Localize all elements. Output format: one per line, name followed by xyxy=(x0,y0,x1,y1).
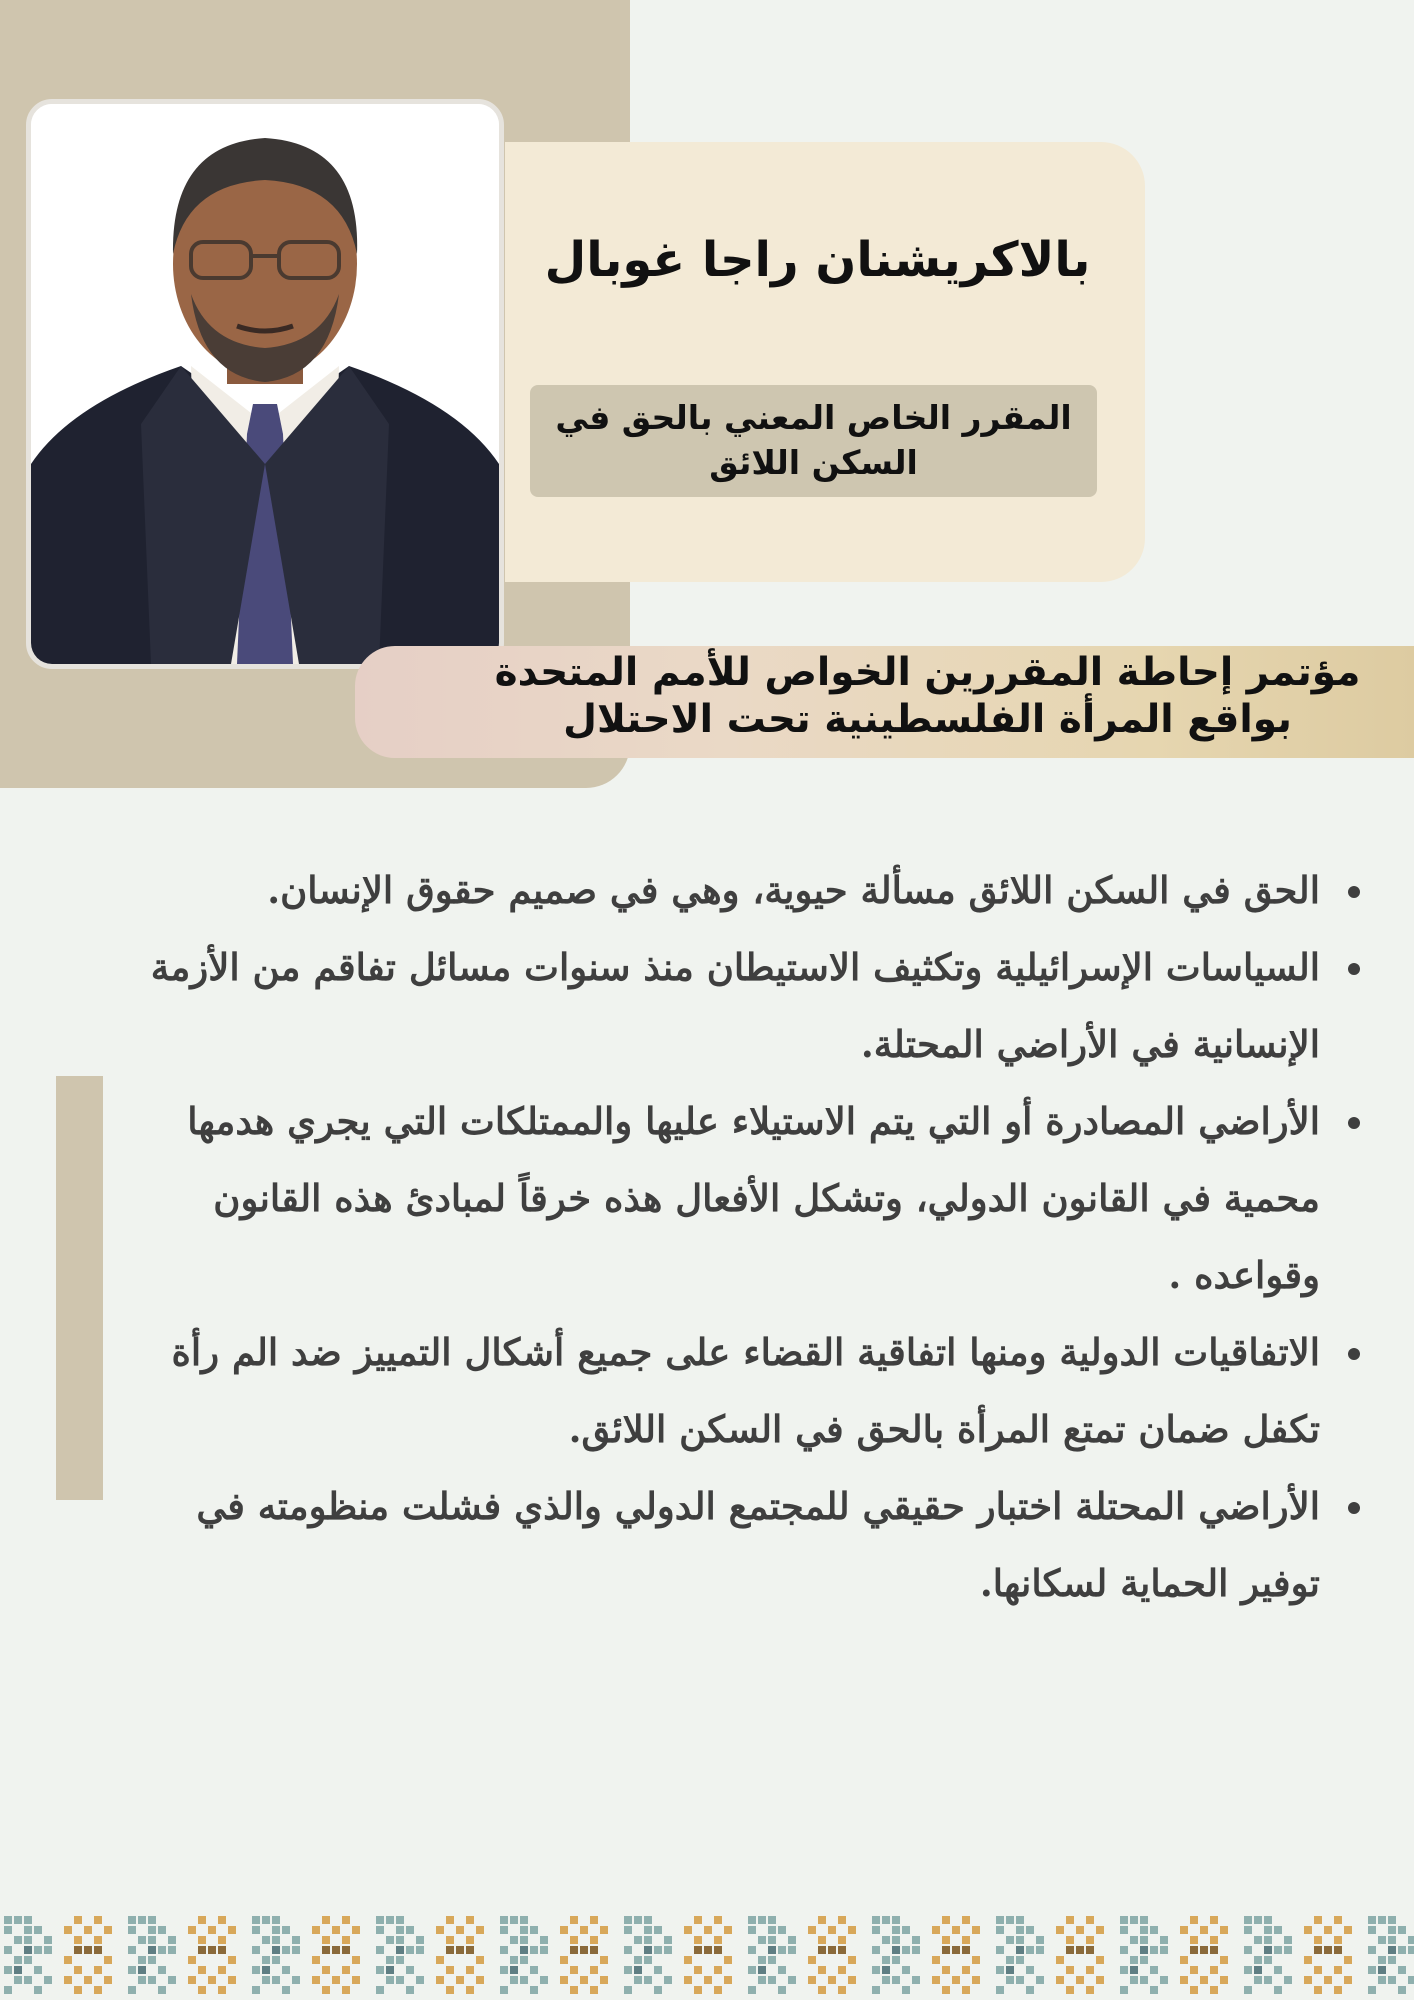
embroidery-pattern-border xyxy=(0,1908,1414,2000)
speaker-photo xyxy=(26,99,504,669)
conference-title: مؤتمر إحاطة المقررين الخواص للأمم المتحدة بواقع المرأة الفلسطينية تحت الاحتلال xyxy=(494,650,1361,742)
list-item: • الاتفاقيات الدولية ومنها اتفاقية القضاء على جميع أشكال التمييز ضد الم رأة تكفل ضمان تمتع المرأة بالحق في السكن اللائق. xyxy=(130,1314,1330,1468)
speaker-role: المقرر الخاص المعني بالحق في السكن اللائق xyxy=(555,398,1072,482)
speaker-role-box xyxy=(530,385,1097,497)
list-item: • السياسات الإسرائيلية وتكثيف الاستيطان منذ سنوات مسائل تفاقم من الأزمة الإنسانية في الأراضي المحتلة. xyxy=(130,929,1330,1083)
name-card xyxy=(505,142,1145,582)
list-item: • الحق في السكن اللائق مسألة حيوية، وهي في صميم حقوق الإنسان. xyxy=(130,852,1330,929)
decorative-side-bar xyxy=(56,1076,103,1500)
list-item: • الأراضي المحتلة اختبار حقيقي للمجتمع الدولي والذي فشلت منظومته في توفير الحماية لسكانها. xyxy=(130,1468,1330,1622)
key-points-list xyxy=(130,852,1360,1622)
speaker-name: بالاكريشنان راجا غوبال xyxy=(544,232,1091,288)
list-item: • الأراضي المصادرة أو التي يتم الاستيلاء عليها والممتلكات التي يجري هدمها محمية في القانون الدولي، وتشكل الأفعال هذه خرقاً لمبادئ هذه القانون وقواعده . xyxy=(130,1083,1330,1314)
